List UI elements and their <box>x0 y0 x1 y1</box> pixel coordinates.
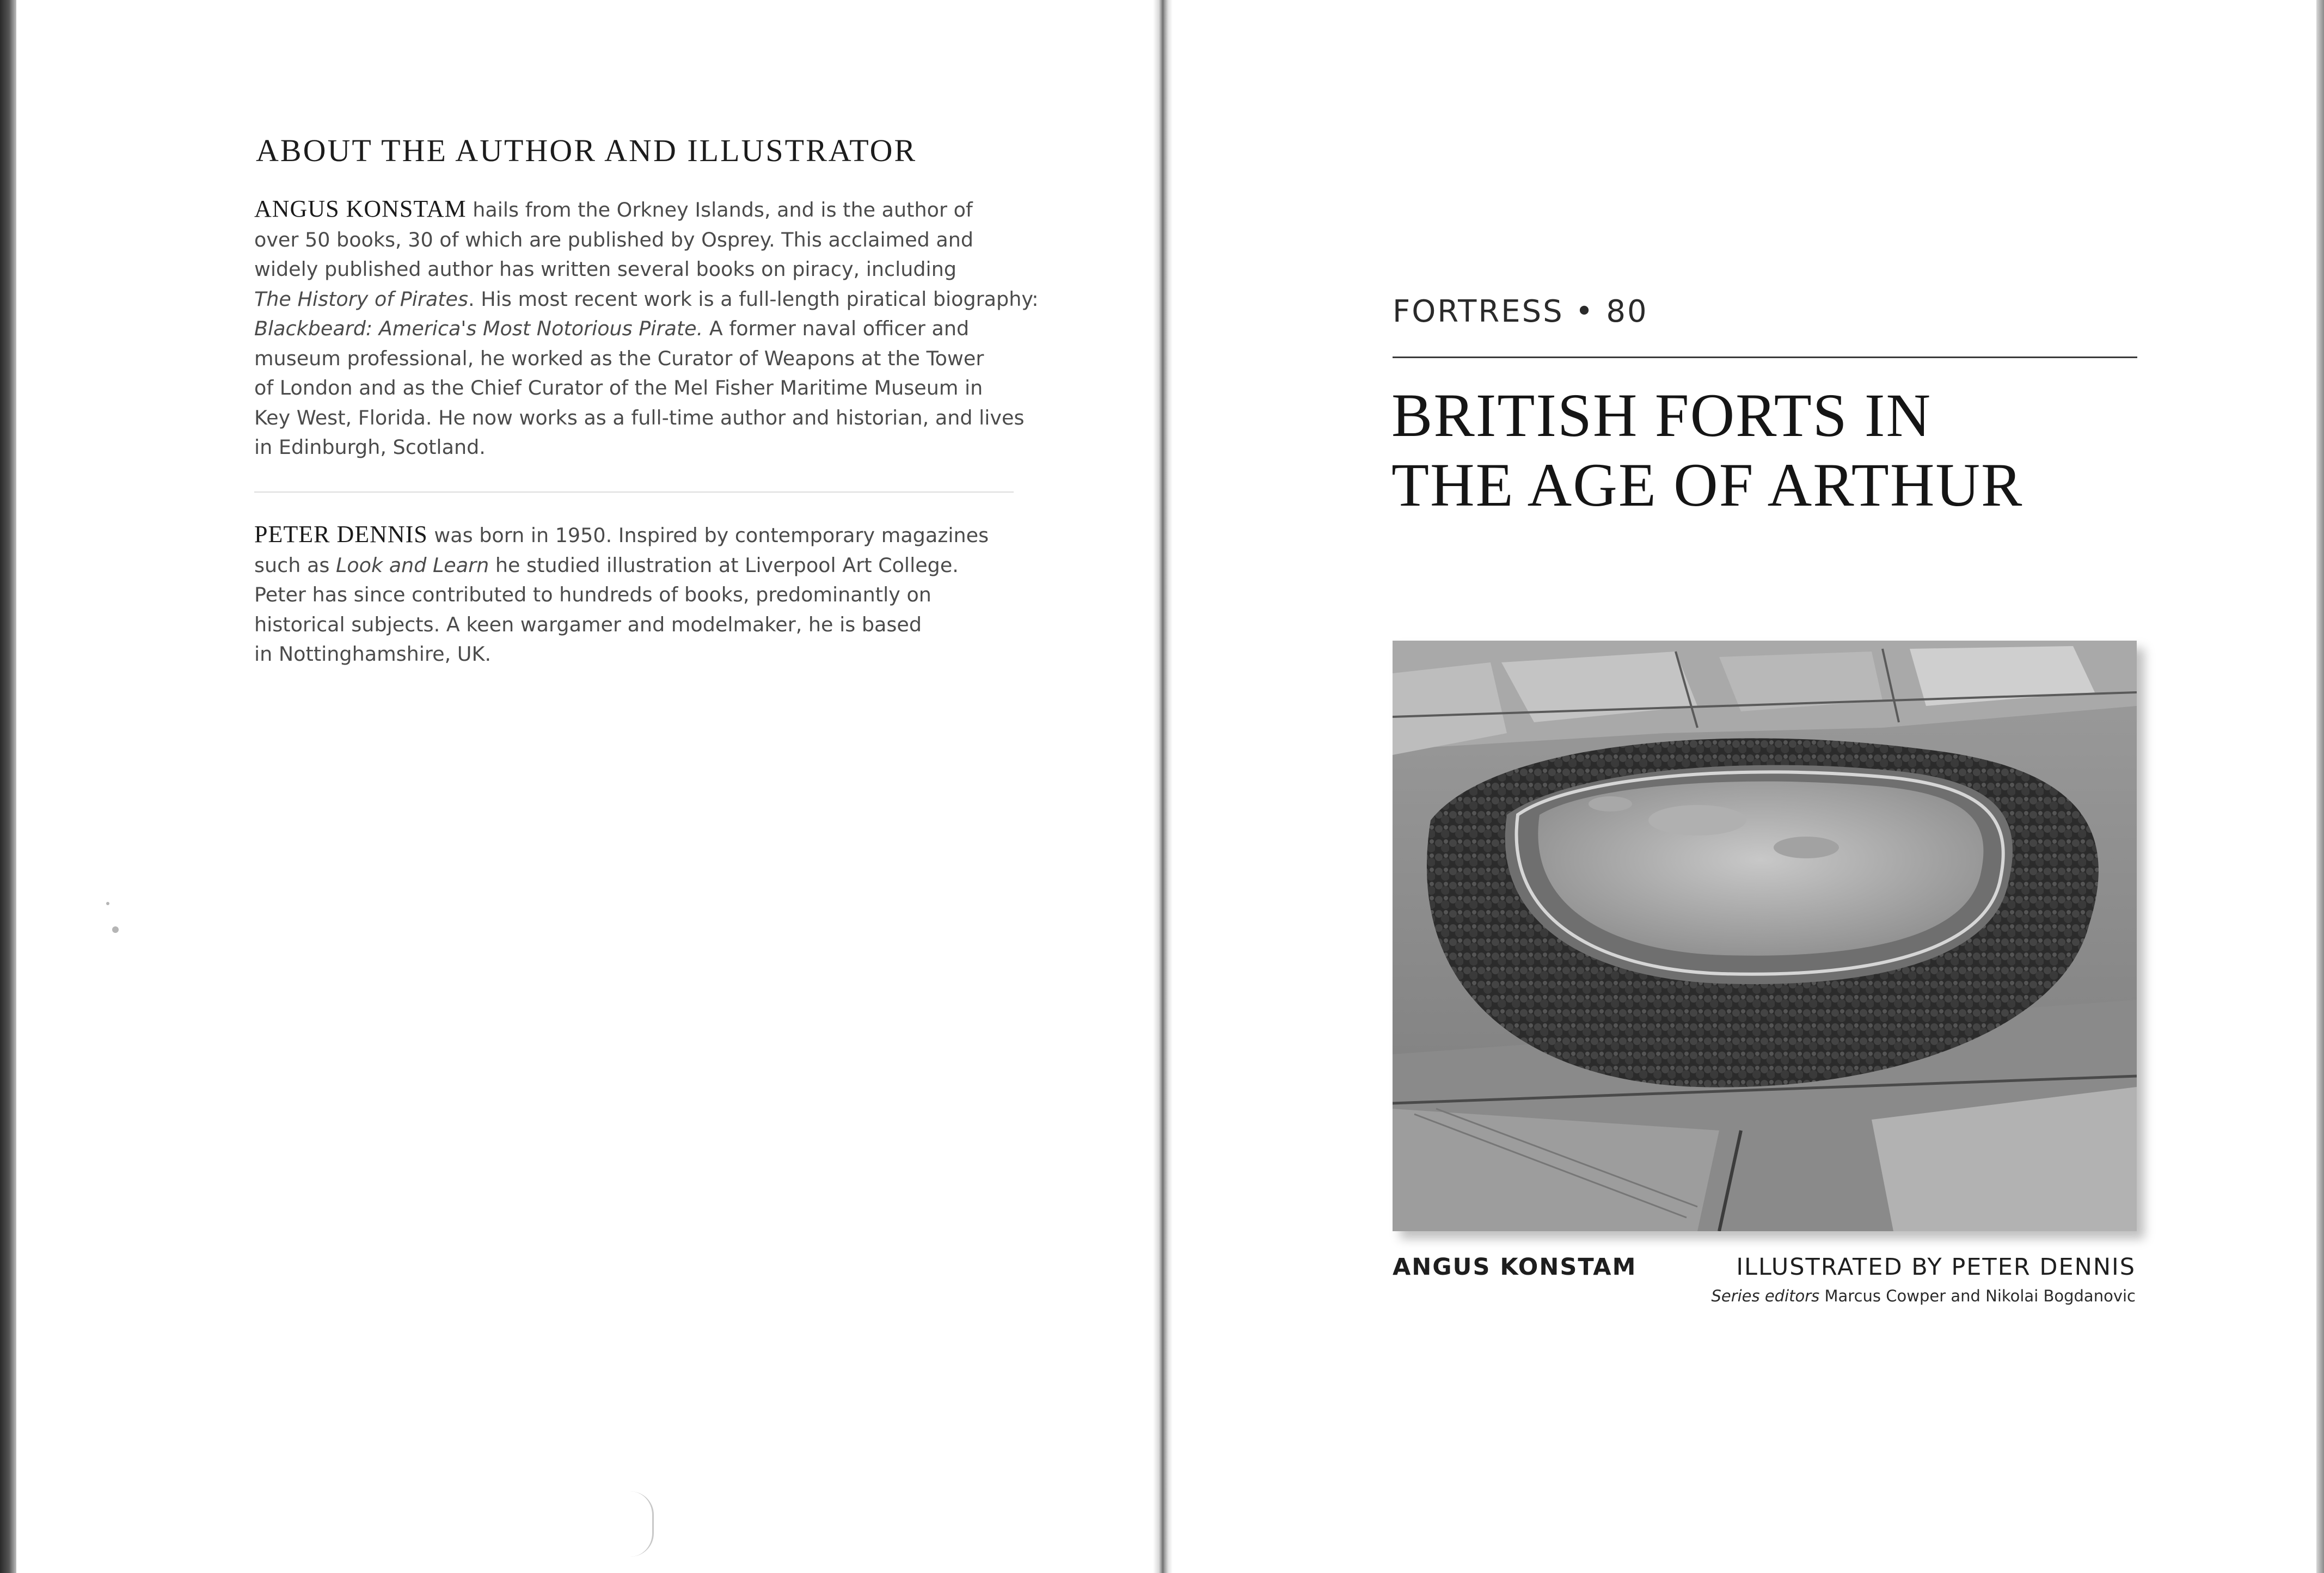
series-editors-names: Marcus Cowper and Nikolai Bogdanovic <box>1819 1287 2136 1305</box>
paper-speck <box>112 926 119 933</box>
book-title-line: BRITISH FORTS IN <box>1391 382 1932 450</box>
series-editors <box>1711 1287 2136 1305</box>
paper-speck <box>106 902 109 905</box>
left-page <box>16 0 1153 1573</box>
author-name: ANGUS KONSTAM <box>1393 1254 1637 1281</box>
aerial-photo-hillfort <box>1393 641 2137 1231</box>
title-rule <box>1393 357 2137 358</box>
about-heading: ABOUT THE AUTHOR AND ILLUSTRATOR <box>256 133 917 168</box>
author-bio-name: ANGUS KONSTAM <box>254 195 467 222</box>
paper-mark <box>630 1491 654 1557</box>
series-label: FORTRESS • 80 <box>1393 294 1648 329</box>
illustrator-bio: PETER DENNIS was born in 1950. Inspired by contemporary magazines such as Look and Learn he studied illustration at Liverpool Art College. Peter has since contributed to hundreds of books, predominantly on historical subjects. A keen wargamer and modelmaker, he is based in Nottinghamshire, UK. <box>254 521 989 666</box>
book-title-line: THE AGE OF ARTHUR <box>1391 451 2023 519</box>
series-editors-label: Series editors <box>1711 1287 1820 1305</box>
book-edge-right <box>2316 0 2324 1573</box>
book-gutter <box>1153 0 1173 1573</box>
book-title <box>1391 381 2023 520</box>
book-edge-left <box>0 0 16 1573</box>
illustrator-bio-name: PETER DENNIS <box>254 521 428 548</box>
author-bio: ANGUS KONSTAM hails from the Orkney Islands, and is the author of over 50 books, 30 of which are published by Osprey. This acclaimed and widely published author has written several books on piracy, including The History of Pirates. His most recent work is a full-length piratical biography: Blackbeard: America's Most Notorious Pirate. A former naval officer and museum professional, he worked as the Curator of Weapons at the Tower of London and as the Chief Curator of the Mel Fisher Maritime Museum in Key West, Florida. He now works as a full-time author and historian, and lives in Edinburgh, Scotland. <box>254 195 1039 459</box>
bio-divider <box>254 491 1014 493</box>
right-page <box>1173 0 2316 1573</box>
illustrator-credit: ILLUSTRATED BY PETER DENNIS <box>1736 1254 2136 1281</box>
